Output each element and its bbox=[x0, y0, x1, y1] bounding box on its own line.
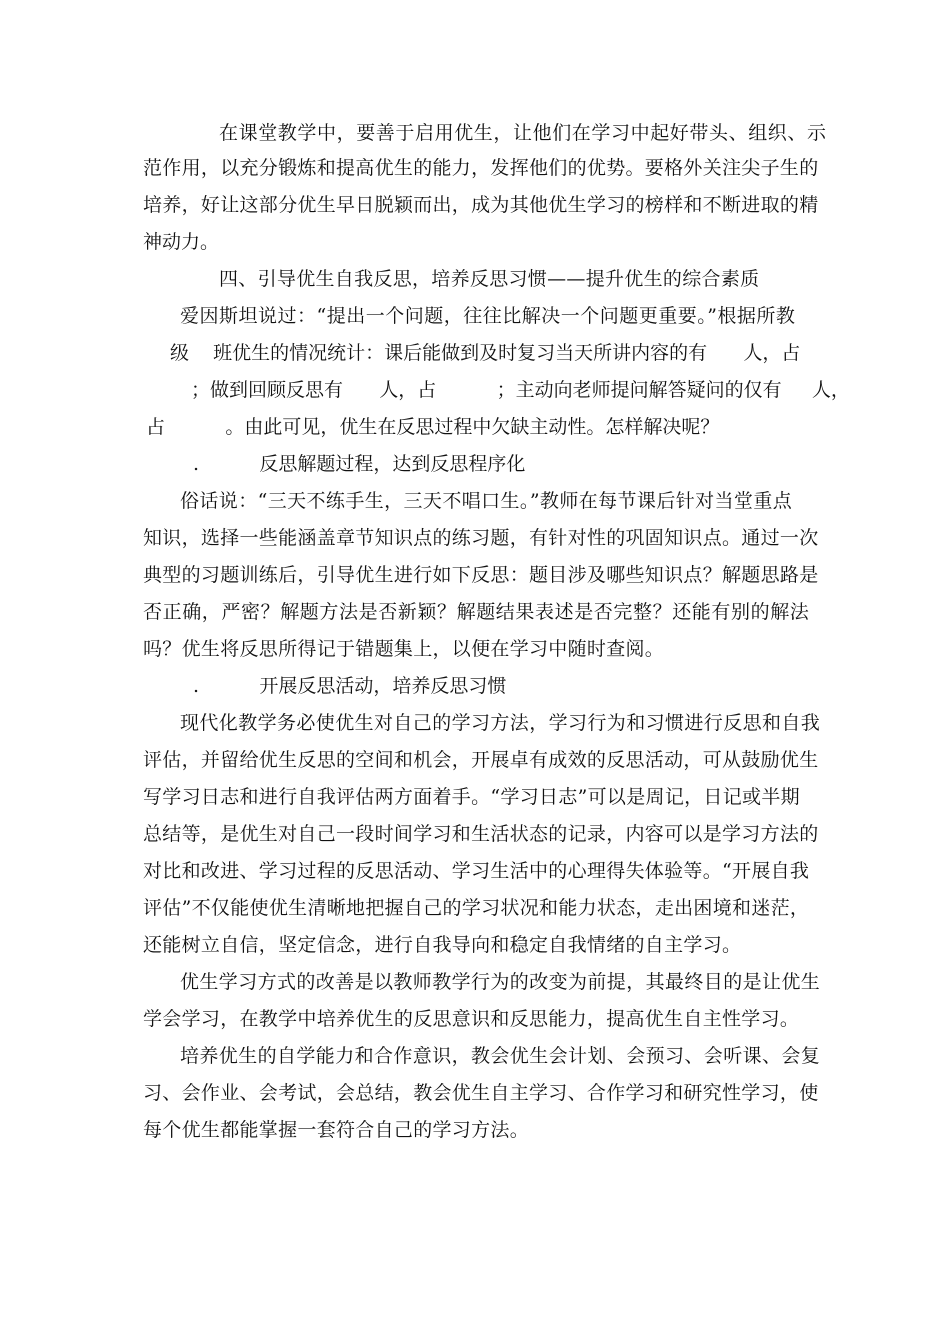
paragraph-6-line-1: 培养优生的自学能力和合作意识，教会优生会计划、会预习、会听课、会复 bbox=[180, 1045, 821, 1067]
paragraph-5-line-2: 学会学习，在教学中培养优生的反思意识和反思能力，提高优生自主性学习。 bbox=[143, 1008, 800, 1030]
paragraph-5-line-1: 优生学习方式的改善是以教师教学行为的改变为前提，其最终目的是让优生 bbox=[180, 971, 821, 993]
paragraph-4-line-7: 还能树立自信，坚定信念，进行自我导向和稳定自我情绪的自主学习。 bbox=[143, 934, 742, 956]
paragraph-2-line-3: ；做到回顾反思有 人，占 ；主动向老师提问解答疑问的仅有 人， bbox=[191, 379, 850, 401]
paragraph-2-line-2: 级 班优生的情况统计：课后能做到及时复习当天所讲内容的有 人，占 bbox=[170, 342, 801, 364]
paragraph-2-line-4: 占 。由此可见，优生在反思过程中欠缺主动性。怎样解决呢？ bbox=[146, 416, 720, 438]
paragraph-4-line-1: 现代化教学务必使优生对自己的学习方法，学习行为和习惯进行反思和自我 bbox=[180, 712, 821, 734]
paragraph-4-line-5: 对比和改进、学习过程的反思活动、学习生活中的心理得失体验等。“开展自我 bbox=[143, 860, 810, 882]
paragraph-2-line-1: 爱因斯坦说过：“提出一个问题，往往比解决一个问题更重要。”根据所教 bbox=[180, 305, 796, 327]
paragraph-4-line-4: 总结等，是优生对自己一段时间学习和生活状态的记录，内容可以是学习方法的 bbox=[143, 823, 819, 845]
paragraph-1-line-4: 神动力。 bbox=[143, 231, 220, 253]
paragraph-1-line-1: 在课堂教学中，要善于启用优生，让他们在学习中起好带头、组织、示 bbox=[219, 122, 827, 144]
paragraph-3-line-2: 知识，选择一些能涵盖章节知识点的练习题，有针对性的巩固知识点。通过一次 bbox=[143, 527, 819, 549]
paragraph-6-line-3: 每个优生都能掌握一套符合自己的学习方法。 bbox=[143, 1119, 530, 1141]
paragraph-4-line-3: 写学习日志和进行自我评估两方面着手。“学习日志”可以是周记，日记或半期 bbox=[143, 786, 800, 808]
section-heading-4: 四、引导优生自我反思，培养反思习惯——提升优生的综合素质 bbox=[219, 268, 760, 290]
subheading-1: . 反思解题过程，达到反思程序化 bbox=[193, 453, 526, 475]
paragraph-3-line-3: 典型的习题训练后，引导优生进行如下反思：题目涉及哪些知识点？解题思路是 bbox=[143, 564, 819, 586]
paragraph-1-line-2: 范作用，以充分锻炼和提高优生的能力，发挥他们的优势。要格外关注尖子生的 bbox=[143, 157, 819, 179]
paragraph-3-line-4: 否正确，严密？解题方法是否新颖？解题结果表述是否完整？还能有别的解法 bbox=[143, 601, 810, 623]
paragraph-1-line-3: 培养，好让这部分优生早日脱颖而出，成为其他优生学习的榜样和不断进取的精 bbox=[143, 194, 819, 216]
paragraph-4-line-2: 评估，并留给优生反思的空间和机会，开展卓有成效的反思活动，可从鼓励优生 bbox=[143, 749, 819, 771]
paragraph-4-line-6: 评估”不仅能使优生清晰地把握自己的学习状况和能力状态，走出困境和迷茫， bbox=[143, 897, 810, 919]
paragraph-6-line-2: 习、会作业、会考试，会总结，教会优生自主学习、合作学习和研究性学习，使 bbox=[143, 1082, 819, 1104]
subheading-2: . 开展反思活动，培养反思习惯 bbox=[193, 675, 507, 697]
paragraph-3-line-5: 吗？优生将反思所得记于错题集上，以便在学习中随时查阅。 bbox=[143, 638, 665, 660]
paragraph-3-line-1: 俗话说：“三天不练手生，三天不唱口生。”教师在每节课后针对当堂重点 bbox=[180, 490, 793, 512]
